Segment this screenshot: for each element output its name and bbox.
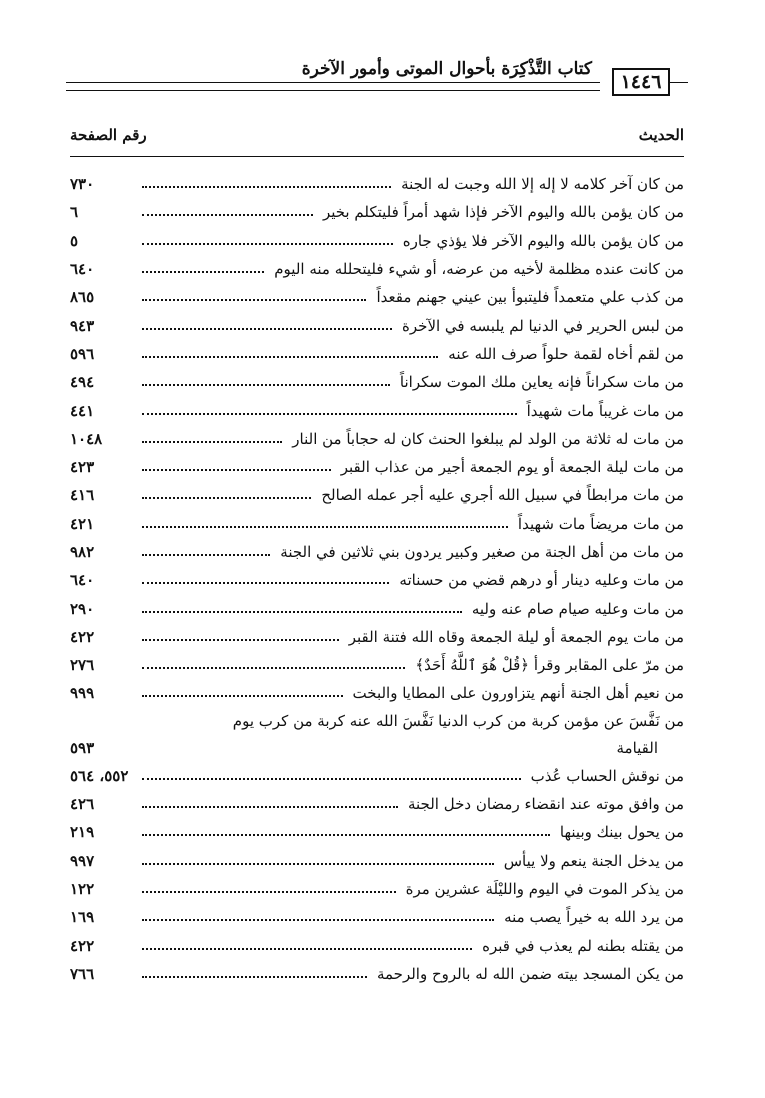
page-ref: ١٦٩ [70,908,95,927]
hadith-text: من يقتله بطنه لم يعذب في قبره [482,936,684,955]
index-entry [70,679,684,707]
index-entry [70,875,684,903]
index-entry [70,311,684,339]
dot-leader [142,469,331,471]
page-ref: ٦ [70,203,79,222]
index-entry [70,651,684,679]
index-entry [70,931,684,959]
page-ref: ٥٩٦ [70,344,95,363]
index-entry [70,594,684,622]
page-ref: ٢١٩ [70,823,95,842]
hadith-text: من يكن المسجد بيته ضمن الله له بالروح والرحمة [376,964,684,983]
page-ref: ٧٣٠ [70,175,95,194]
hadith-text: من كان يؤمن بالله واليوم الآخر فلا يؤذي جاره [402,231,684,250]
dot-leader [142,186,391,188]
hadith-text: من يذكر الموت في اليوم والليْلَة عشرين مرة [405,879,684,898]
index-entry [70,255,684,283]
index-entry [70,790,684,818]
dot-leader [142,582,389,584]
index-entry [70,283,684,311]
dot-leader [142,919,494,921]
index-entry [70,396,684,424]
hadith-text: من يرد الله به خيراً يصب منه [504,908,684,927]
dot-leader [142,243,393,245]
dot-leader [142,834,550,836]
dot-leader [142,526,508,528]
page-ref: ٤٢١ [70,514,95,533]
index-list [70,170,684,988]
page-ref: ٤٩٤ [70,373,95,392]
page-ref: ٢٧٦ [70,656,95,675]
hadith-text: من مات مريضاً مات شهيداً [517,514,684,533]
header-rule [66,82,600,83]
index-entry [70,453,684,481]
dot-leader [142,976,367,978]
dot-leader [142,778,521,780]
page-ref: ٩٨٢ [70,543,95,561]
hadith-text: من مات غريباً مات شهيداً [526,401,684,420]
column-header-page-number: رقم الصفحة [70,126,147,144]
hadith-text: من مات ليلة الجمعة أو يوم الجمعة أجير من عذاب القبر [340,458,684,477]
page-ref: ٤٤١ [70,401,95,420]
dot-leader [142,413,517,415]
hadith-text: من نَفَّسَ عن مؤمن كربة من كرب الدنيا نَفَّسَ الله عنه كربة من كرب يوم [232,711,684,730]
index-entry [70,566,684,594]
page-ref: ٨٦٥ [70,288,95,307]
hadith-text: من مات له ثلاثة من الولد لم يبلغوا الحنث كان له حجاباً من النار [292,429,684,448]
index-entry [70,425,684,453]
page-ref: ٦٤٠ [70,571,95,590]
page-header [66,58,690,98]
dot-leader [142,948,472,950]
hadith-text: من كانت عنده مظلمة لأخيه من عرضه، أو شيء فليتحلله منه اليوم [274,260,684,279]
hadith-text: من نوقش الحساب عُذب [530,766,684,785]
hadith-text: من يدخل الجنة ينعم ولا ييأس [503,851,684,870]
dot-leader [142,299,366,301]
dot-leader [142,863,494,865]
hadith-text: من وافق موته عند انقضاء رمضان دخل الجنة [407,795,684,814]
index-entry [70,903,684,931]
hadith-text: من مات سكراناً فإنه يعاين ملك الموت سكراناً [399,373,684,392]
page-ref: ٦٤٠ [70,260,95,279]
page-ref: ٩٩٩ [70,684,95,703]
hadith-text-tail: القيامة [616,738,658,757]
dot-leader [142,891,396,893]
hadith-text: من مات يوم الجمعة أو ليلة الجمعة وقاه الله فتنة القبر [348,627,684,646]
page-ref: ١٠٤٨ [70,429,103,448]
dot-leader [142,667,405,669]
page-ref: ٥٥٢، ٥٦٤ [70,766,129,785]
dot-leader [142,611,462,613]
index-entry-wrapped [70,708,684,762]
hadith-text: من مات من أهل الجنة من صغير وكبير يردون بني ثلاثين في الجنة [280,543,684,561]
page-ref: ٤٢٣ [70,458,95,477]
index-entry [70,481,684,509]
dot-leader [142,639,339,641]
page-ref: ٩٤٣ [70,316,95,335]
column-headers [70,126,684,152]
index-entry [70,762,684,790]
page-number: ١٤٤٦ [612,68,670,96]
dot-leader [142,554,270,556]
hadith-text: من كان يؤمن بالله واليوم الآخر فإذا شهد أمراً فليتكلم بخير [322,203,684,222]
index-entry [70,510,684,538]
index-entry [70,847,684,875]
page-ref: ٥٩٣ [70,738,95,757]
dot-leader [142,356,438,358]
dot-leader [142,695,343,697]
index-entry [70,340,684,368]
dot-leader [142,497,311,499]
hadith-text: من لبس الحرير في الدنيا لم يلبسه في الآخرة [402,316,684,335]
index-entry [70,170,684,198]
index-entry [70,198,684,226]
page-ref: ٤٢٢ [70,627,95,646]
dot-leader [142,806,398,808]
dot-leader [142,271,264,273]
index-entry [70,623,684,651]
hadith-text: من نعيم أهل الجنة أنهم يتزاورون على المطايا والبخت [352,684,684,703]
index-entry [70,818,684,846]
page-ref: ٢٩٠ [70,599,95,618]
hadith-text: من مات وعليه صيام صام عنه وليه [471,599,684,618]
page-ref: ٤٢٦ [70,795,95,814]
hadith-text: من يحول بينك وبينها [559,823,684,842]
hadith-text: من كذب علي متعمداً فليتبوأ بين عيني جهنم مقعداً [376,288,684,307]
page-ref: ١٢٢ [70,879,95,898]
index-entry [70,227,684,255]
hadith-text-continuation [70,735,684,762]
hadith-text: من لقم أخاه لقمة حلواً صرف الله عنه [448,344,684,363]
dot-leader [142,214,313,216]
hadith-text: من مات وعليه دينار أو درهم قضي من حسناته [399,571,684,590]
index-entry [70,368,684,396]
hadith-text: من مرّ على المقابر وقرأ ﴿قُلْ هُوَ ٱللَّهُ أَحَدٌ﴾ [415,656,684,675]
page-ref: ٤٢٢ [70,936,95,955]
hadith-text: من مات مرابطاً في سبيل الله أجري عليه أجر عمله الصالح [321,486,684,505]
index-entry [70,960,684,988]
page-ref: ٥ [70,231,79,250]
dot-leader [142,328,392,330]
index-entry [70,538,684,566]
book-title: كتاب التَّذْكِرَة بأحوال الموتى وأمور الآخرة [66,58,592,80]
dot-leader [142,384,390,386]
header-rule [66,90,600,91]
page-ref: ٤١٦ [70,486,95,505]
hadith-text: من كان آخر كلامه لا إله إلا الله وجبت له الجنة [401,175,684,194]
header-divider [70,156,684,157]
dot-leader [142,441,282,443]
page-ref: ٧٦٦ [70,964,95,983]
column-header-hadith: الحديث [638,126,684,144]
page-ref: ٩٩٧ [70,851,95,870]
